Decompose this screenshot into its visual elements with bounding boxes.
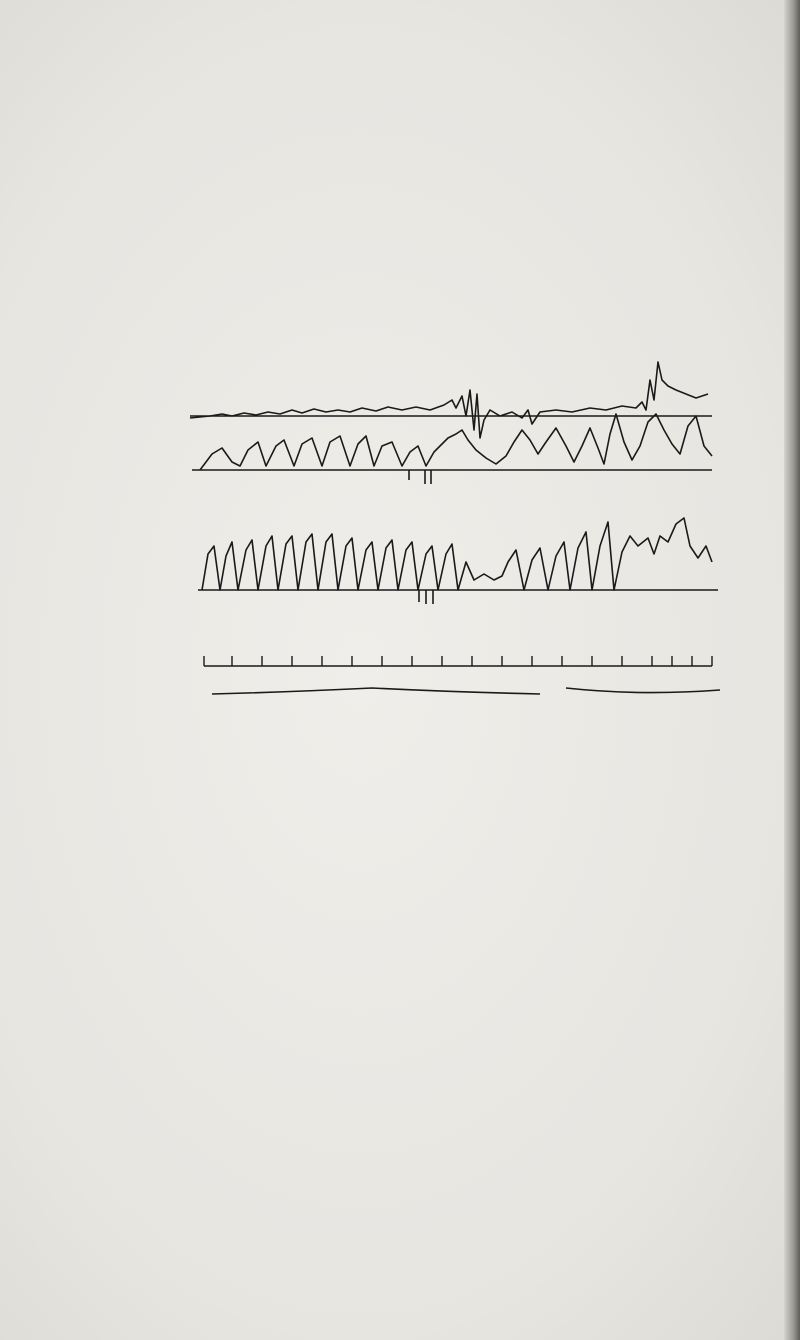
larynx-trace — [190, 362, 708, 438]
page-header — [50, 56, 720, 92]
thorax-trace — [200, 414, 712, 470]
trace-drawing — [0, 350, 800, 810]
timing-line — [204, 656, 712, 666]
figure-10 — [0, 350, 800, 810]
brace-rest — [212, 688, 540, 694]
brace-speaking — [566, 688, 720, 693]
abdomen-trace — [202, 518, 712, 590]
